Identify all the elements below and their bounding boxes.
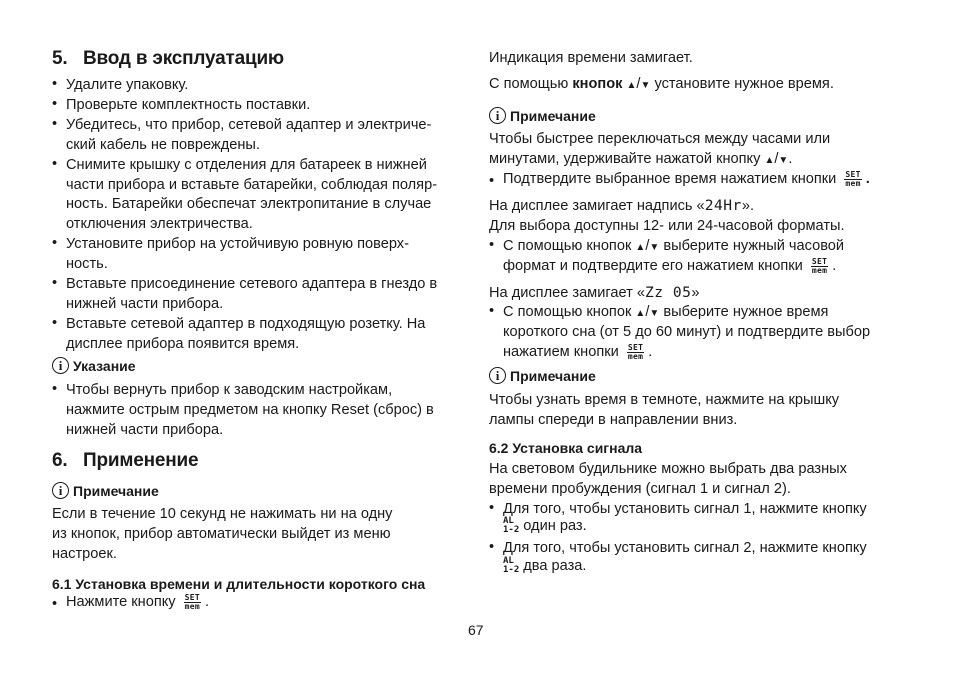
setup-step-line: Вставьте присоединение сетевого адаптера в гнездо в [66, 276, 438, 292]
note-text-line: Чтобы быстрее переключаться между часами или [489, 131, 831, 147]
info-icon: i [489, 367, 506, 384]
up-arrow-icon: ▲ [635, 242, 646, 253]
text-line: На дисплее замигает «Zz 05» [489, 284, 700, 301]
note-text-line: настроек. [52, 546, 117, 562]
set-mem-key-icon: SET mem [627, 342, 644, 361]
text-line: На дисплее замигает надпись «24Hr». [489, 197, 755, 214]
bullet-dot: • [52, 596, 58, 612]
down-arrow-icon: ▼ [640, 80, 651, 91]
note-heading: i Примечание [52, 482, 159, 499]
info-icon: i [52, 357, 69, 374]
bullet-dot: • [52, 155, 58, 172]
text-line: Для того, чтобы установить сигнал 2, нажмите кнопку [503, 540, 867, 556]
note-text-line: лампы спереди в направлении вниз. [489, 412, 738, 428]
setup-step-line: нижней части прибора. [66, 295, 224, 312]
note-heading: i Указание [52, 357, 136, 374]
note-text-line: Чтобы вернуть прибор к заводским настройкам, [66, 382, 393, 398]
set-mem-key-icon: SET mem [184, 592, 201, 611]
text-line: На световом будильнике можно выбрать два разных [489, 461, 847, 477]
page-number: 67 [468, 622, 484, 638]
setup-step-line: ность. Батарейки обеспечат электропитание в случае [66, 196, 432, 213]
up-arrow-icon: ▲ [635, 308, 646, 319]
bullet-dot: • [52, 95, 58, 112]
set-mem-key-icon: SET mem [845, 169, 861, 188]
note-text-line: Если в течение 10 секунд не нажимать ни на одну [52, 506, 393, 522]
text-line: Подтвердите выбранное время нажатием кнопки SET mem . [503, 169, 870, 188]
setup-step-line: части прибора и вставьте батарейки, соблюдая поляр- [66, 176, 438, 193]
info-icon: i [52, 482, 69, 499]
setup-step-line: ский кабель не повреждены. [66, 136, 260, 153]
bullet-dot: • [52, 115, 58, 132]
al-1-2-key-icon: AL 1-2 [503, 516, 520, 536]
note-text-line: Чтобы узнать время в темноте, нажмите на крышку [489, 392, 840, 408]
setup-step-line: Вставьте сетевой адаптер в подходящую розетку. На [66, 315, 426, 332]
down-arrow-icon: ▼ [649, 242, 660, 253]
note-text-line: из кнопок, прибор автоматически выйдет из меню [52, 526, 391, 542]
set-mem-key-icon: SET mem [811, 256, 828, 275]
note-text-line: нажмите острым предметом на кнопку Reset (сброс) в [66, 402, 434, 418]
note-heading: i Примечание [489, 107, 596, 124]
text-line: Для того, чтобы установить сигнал 1, нажмите кнопку [503, 501, 867, 517]
down-arrow-icon: ▼ [649, 308, 660, 319]
setup-step-line: дисплее прибора появится время. [66, 335, 300, 352]
setup-step-line: Установите прибор на устойчивую ровную поверх- [66, 236, 409, 253]
bullet-dot: • [489, 500, 495, 516]
setup-step-line: ность. [66, 256, 108, 273]
note-text-line: нижней части прибора. [66, 422, 224, 438]
text-line: AL 1-2 два раза. [503, 556, 587, 576]
bullet-dot: • [52, 314, 58, 331]
note-heading: i Примечание [489, 367, 596, 384]
lcd-snooze-display: Zz 05 [644, 284, 692, 301]
bullet-dot: • [489, 303, 495, 319]
setup-step-line: Проверьте комплектность поставки. [66, 96, 311, 113]
bullet-dot: • [52, 235, 58, 252]
setup-step-line: Убедитесь, что прибор, сетевой адаптер и электриче- [66, 116, 432, 133]
press-key-line: Нажмите кнопку SET mem . [66, 592, 210, 611]
subsection-6-2-heading: 6.2 Установка сигнала [489, 440, 643, 456]
bullet-dot: • [52, 76, 58, 92]
al-1-2-key-icon: AL 1-2 [503, 556, 520, 576]
text-line: С помощью кнопок ▲/▼ выберите нужное время [503, 304, 829, 320]
text-line: Индикация времени замигает. [489, 50, 693, 66]
section-6-heading: 6. Применение [52, 450, 199, 471]
bullet-dot: • [489, 173, 495, 189]
bullet-dot: • [489, 237, 495, 253]
setup-step-line: Снимите крышку с отделения для батареек в нижней [66, 156, 427, 173]
lcd-24hr-display: 24Hr [704, 197, 742, 214]
bullet-dot: • [52, 275, 58, 291]
info-icon: i [489, 107, 506, 124]
setup-step-line: Удалите упаковку. [66, 77, 189, 93]
bullet-dot: • [52, 381, 58, 397]
up-arrow-icon: ▲ [626, 80, 637, 91]
section-5-heading: 5. Ввод в эксплуатацию [52, 48, 284, 69]
text-line: С помощью кнопок ▲/▼ установите нужное время. [489, 76, 834, 92]
bullet-dot: • [489, 539, 495, 555]
setup-step-line: отключения электричества. [66, 216, 253, 233]
text-line: AL 1-2 один раз. [503, 516, 587, 536]
text-line: короткого сна (от 5 до 60 минут) и подтвердите выбор [503, 324, 871, 340]
text-line: Для выбора доступны 12- или 24-часовой форматы. [489, 218, 845, 234]
up-arrow-icon: ▲ [764, 155, 775, 166]
text-line: времени пробуждения (сигнал 1 и сигнал 2). [489, 481, 791, 497]
text-line: С помощью кнопок ▲/▼ выберите нужный часовой [503, 238, 845, 254]
down-arrow-icon: ▼ [778, 155, 789, 166]
note-text-line: минутами, удерживайте нажатой кнопку ▲/▼. [489, 151, 793, 167]
text-line: формат и подтвердите его нажатием кнопки SET mem . [503, 256, 837, 275]
subsection-6-1-heading: 6.1 Установка времени и длительности короткого сна [52, 576, 426, 592]
text-line: нажатием кнопки SET mem . [503, 342, 653, 361]
